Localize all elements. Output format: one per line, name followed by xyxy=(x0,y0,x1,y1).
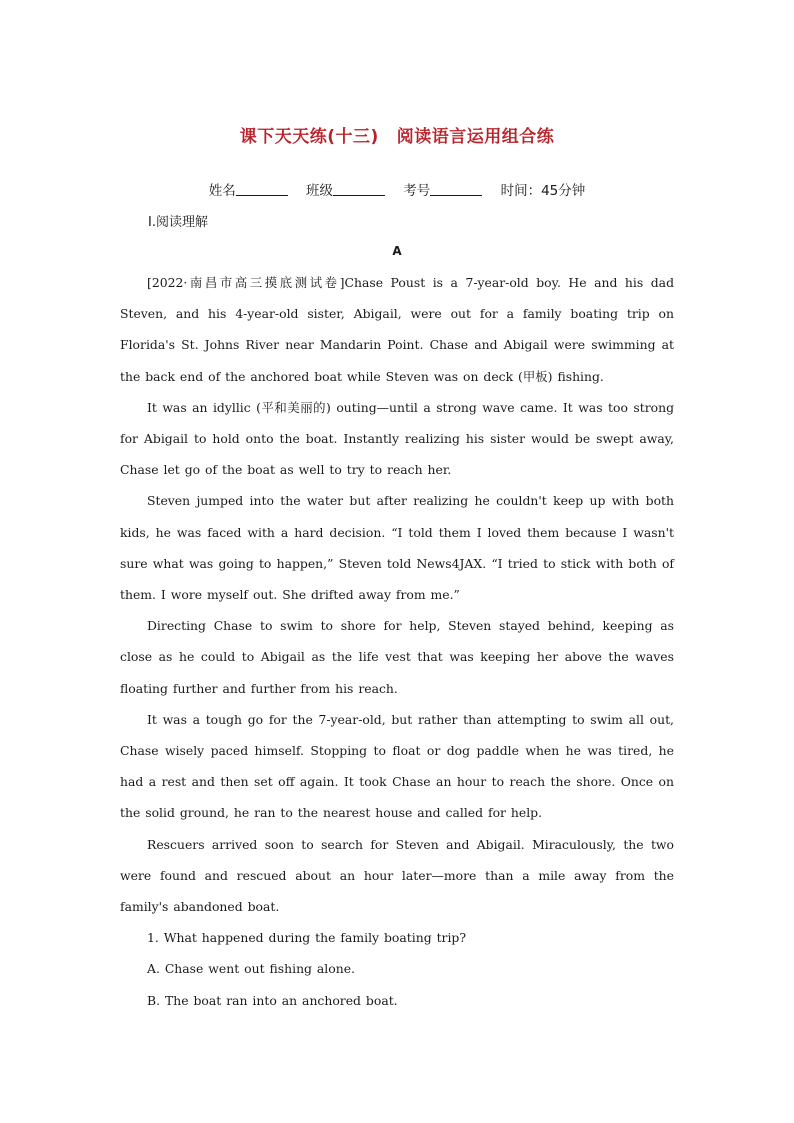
time-label: 时间：45分钟 xyxy=(500,183,586,199)
option-b: B. The boat ran into an anchored boat. xyxy=(147,992,398,1008)
paragraph: It was an idyllic (平和美丽的) outing—until a strong wave came. It was too strong for Abigail to hold onto the boat. Instantly realizing his sister would be swept away, Chase let go of the boat as well to try to reach her. xyxy=(120,399,674,478)
paragraph: [2022·南昌市高三摸底测试卷]Chase Poust is a 7-year-old boy. He and his dad Steven, and his 4-year-old sister, Abigail, were out for a family boating trip on Florida's St. Johns River near Mandarin Point. Chase and Abigail were swimming at the back end of the anchored boat while Steven was on deck (甲板) fishing. xyxy=(120,275,674,384)
paragraph: Directing Chase to swim to shore for help, Steven stayed behind, keeping as close as he could to Abigail as the life vest that was keeping her above the waves floating further and further from his reach. xyxy=(120,618,674,696)
passage-body xyxy=(120,267,674,1016)
page-title xyxy=(0,122,794,147)
title-part-2: 阅读语言运用组合练 xyxy=(396,127,555,147)
class-label: 班级 xyxy=(306,183,333,199)
name-blank[interactable] xyxy=(236,183,288,196)
number-blank[interactable] xyxy=(430,183,482,196)
paragraph: Steven jumped into the water but after realizing he couldn't keep up with both kids, he was faced with a hard decision. “I told them I loved them because I wasn't sure what was going to happen,” Steven told News4JAX. “I tried to stick with both of them. I wore myself out. She drifted away from me.” xyxy=(120,493,674,603)
class-blank[interactable] xyxy=(333,183,385,196)
name-label: 姓名 xyxy=(208,183,236,199)
number-label: 考号 xyxy=(403,183,431,199)
option-a: A. Chase went out fishing alone. xyxy=(147,961,355,977)
paragraph: It was a tough go for the 7-year-old, but rather than attempting to swim all out, Chase wisely paced himself. Stopping to float or dog paddle when he was tired, he had a rest and then set off again. It took Chase an hour to reach the shore. Once on the solid ground, he ran to the nearest house and called for help. xyxy=(120,711,674,821)
paragraph: Rescuers arrived soon to search for Steven and Abigail. Miraculously, the two were found and rescued about an hour later—more than a mile away from the family's abandoned boat. xyxy=(120,836,674,915)
question-stem: 1. What happened during the family boating trip? xyxy=(147,930,467,946)
student-info-line xyxy=(0,179,794,199)
title-part-1: 课下天天练(十三) xyxy=(239,127,379,147)
section-heading: Ⅰ.阅读理解 xyxy=(148,215,208,230)
passage-label: A xyxy=(392,244,402,258)
